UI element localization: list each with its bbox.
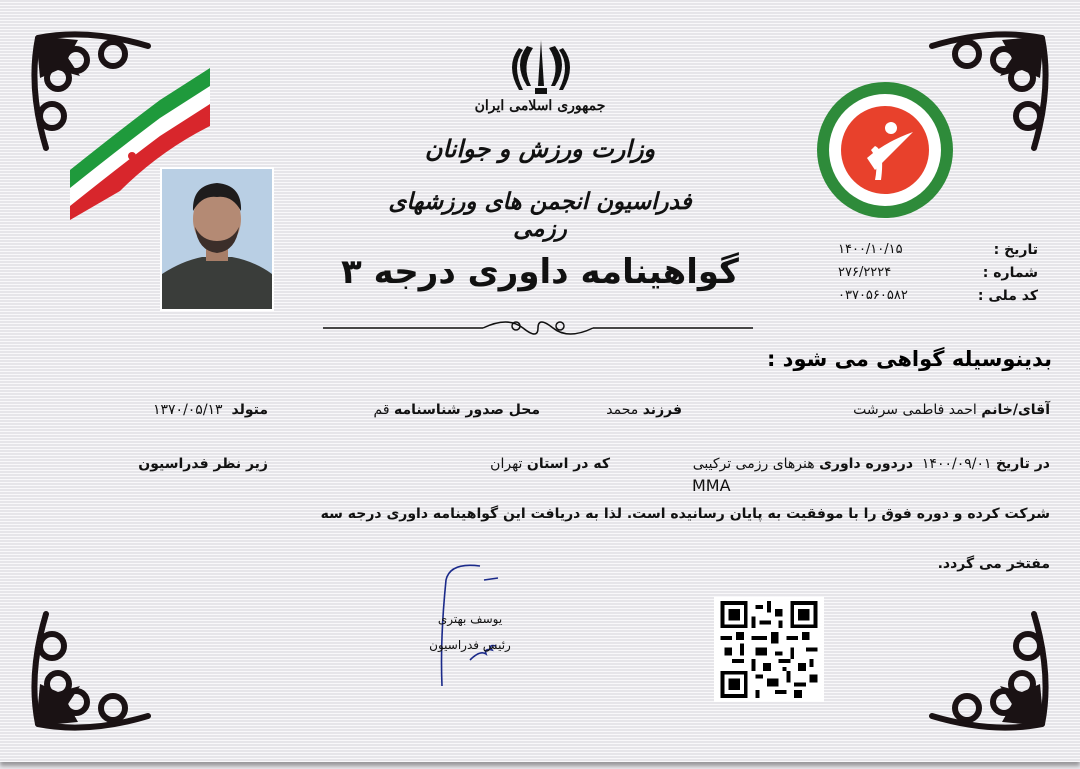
header-federation: فدراسیون انجمن های ورزشهای رزمی [388, 188, 692, 242]
date-value: ۱۴۰۰/۱۰/۱۵ [838, 242, 903, 257]
name-field [853, 402, 1050, 418]
certificate-meta [838, 238, 1038, 307]
father-field [606, 402, 682, 418]
father-label: فرزند [642, 402, 682, 418]
birth-label: متولد [231, 402, 268, 418]
ornament-corner-bottom-right-icon [912, 594, 1062, 744]
ornament-corner-bottom-left-icon [18, 594, 168, 744]
issue-place-label: محل صدور شناسنامه [393, 402, 540, 418]
date-label: تاریخ : [993, 241, 1038, 258]
header-ministry: وزارت ورزش و جوانان [424, 134, 656, 163]
national-id-value: ۰۳۷۰۵۶۰۵۸۲ [838, 288, 908, 303]
course-date-label: در تاریخ [995, 456, 1050, 472]
birth-value: ۱۳۷۰/۰۵/۱۳ [152, 402, 223, 418]
supervision-text: زیر نظر فدراسیون [138, 456, 268, 472]
course-date-field [693, 456, 1050, 472]
signatory-name: یوسف بهتری [437, 612, 503, 626]
ornamental-divider-icon [323, 318, 753, 342]
issue-place-value: قم [373, 402, 390, 418]
closing-text: مفتخر می گردد. [937, 556, 1050, 572]
course-value: هنرهای رزمی ترکیبی [692, 456, 815, 472]
number-value: ۲۷۶/۲۲۲۴ [838, 265, 892, 280]
national-id-label: کد ملی : [977, 287, 1038, 304]
course-label: دردوره داوری [819, 456, 913, 472]
qr-code[interactable] [714, 597, 824, 702]
completion-text: شرکت کرده و دوره فوق را با موفقیت به پایان رسانیده است. لذا به دریافت این گواهینامه داوری درجه سه [320, 506, 1050, 522]
course-date-value: ۱۴۰۰/۰۹/۰۱ [921, 456, 992, 472]
signature-scribble-icon [400, 560, 540, 700]
province-value: تهران [490, 456, 523, 472]
name-value: احمد فاطمی سرشت [853, 402, 977, 418]
meta-number-row [838, 261, 1038, 284]
iran-emblem-icon [505, 36, 577, 98]
federation-logo [815, 80, 955, 220]
issue-place-field [374, 402, 540, 418]
father-value: محمد [606, 402, 639, 418]
certificate-title: گواهینامه داوری درجه ۳ [341, 252, 739, 292]
province-field [490, 456, 610, 472]
header-country: جمهوری اسلامی ایران [474, 98, 606, 114]
intro-text: بدینوسیله گواهی می شود : [766, 347, 1052, 371]
course-value-en: MMA [692, 476, 731, 495]
meta-date-row [838, 238, 1038, 261]
number-label: شماره : [982, 264, 1038, 281]
signatory-title: رئیس فدراسیون [429, 638, 511, 652]
province-label: که در استان [526, 456, 610, 472]
meta-national-id-row [838, 284, 1038, 307]
holder-photo [160, 167, 274, 311]
birth-field [153, 402, 268, 418]
name-label: آقای/خانم [981, 402, 1050, 418]
